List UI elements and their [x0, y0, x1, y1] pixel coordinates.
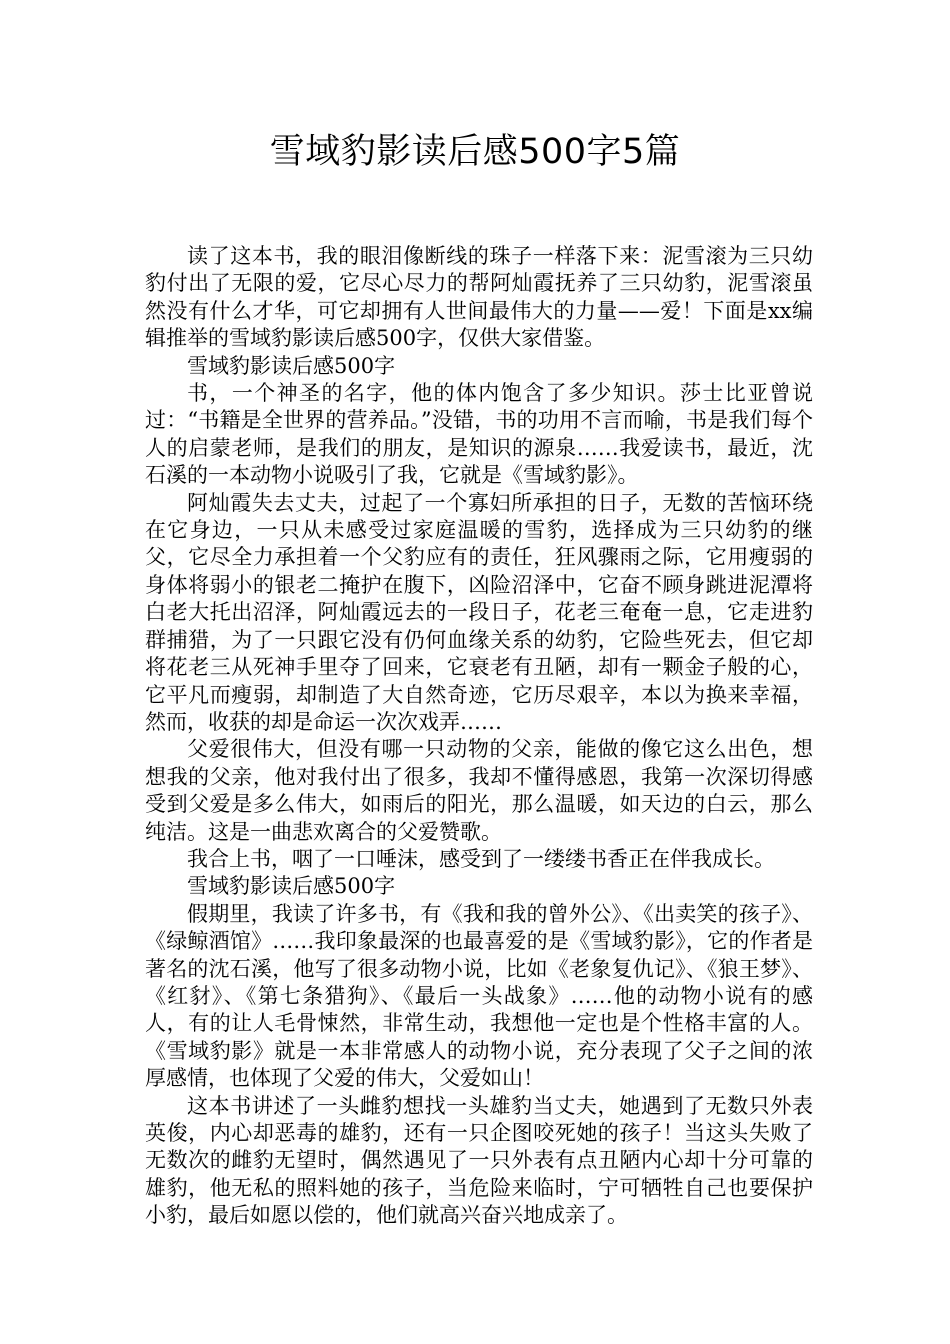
paragraph: 父爱很伟大，但没有哪一只动物的父亲，能做的像它这么出色，想想我的父亲，他对我付出了很多，我却不懂得感恩，我第一次深切得感受到父爱是多么伟大，如雨后的阳光，那么温暖，如天边的白云，那么纯洁。这是一曲悲欢离合的父爱赞歌。 — [145, 737, 813, 844]
paragraph: 假期里，我读了许多书，有《我和我的曾外公》、《出卖笑的孩子》、《绿鲸酒馆》……我印象最深的也最喜爱的是《雪域豹影》，它的作者是著名的沈石溪，他写了很多动物小说，比如《老象复仇记》、《狼王梦》、《红豺》、《第七条猎狗》、《最后一头战象》……他的动物小说有的感人，有的让人毛骨悚然，非常生动，我想他一定也是个性格丰富的人。《雪域豹影》就是一本非常感人的动物小说，充分表现了父子之间的浓厚感情，也体现了父爱的伟大，父爱如山！ — [145, 901, 813, 1091]
document-body — [145, 243, 813, 1230]
section-heading: 雪域豹影读后感500字 — [187, 874, 396, 899]
paragraph-intro: 读了这本书，我的眼泪像断线的珠子一样落下来：泥雪滚为三只幼豹付出了无限的爱，它尽心尽力的帮阿灿霞抚养了三只幼豹，泥雪滚虽然没有什么才华，可它却拥有人世间最伟大的力量——爱！下面是xx编辑推举的雪域豹影读后感500字，仅供大家借鉴。 — [145, 244, 813, 351]
section-heading: 雪域豹影读后感500字 — [187, 353, 396, 378]
paragraph: 书，一个神圣的名字，他的体内饱含了多少知识。莎士比亚曾说过：“书籍是全世界的营养品。”没错，书的功用不言而喻，书是我们每个人的启蒙老师，是我们的朋友，是知识的源泉……我爱读书，最近，沈石溪的一本动物小说吸引了我，它就是《雪域豹影》。 — [145, 381, 813, 488]
paragraph: 我合上书，咽了一口唾沫，感受到了一缕缕书香正在伴我成长。 — [187, 846, 775, 871]
paragraph: 这本书讲述了一头雌豹想找一头雄豹当丈夫，她遇到了无数只外表英俊，内心却恶毒的雄豹，还有一只企图咬死她的孩子！当这头失败了无数次的雌豹无望时，偶然遇见了一只外表有点丑陋内心却十分可靠的雄豹，他无私的照料她的孩子，当危险来临时，宁可牺牲自己也要保护小豹，最后如愿以偿的，他们就高兴奋兴地成亲了。 — [145, 1093, 813, 1228]
document-title: 雪域豹影读后感500字5篇 — [269, 132, 681, 172]
paragraph: 阿灿霞失去丈夫，过起了一个寡妇所承担的日子，无数的苦恼环绕在它身边，一只从未感受过家庭温暖的雪豹，选择成为三只幼豹的继父，它尽全力承担着一个父豹应有的责任，狂风骤雨之际，它用瘦弱的身体将弱小的银老二掩护在腹下，凶险沼泽中，它奋不顾身跳进泥潭将白老大托出沼泽，阿灿霞远去的一段日子，花老三奄奄一息，它走进豹群捕猎，为了一只跟它没有仍何血缘关系的幼豹，它险些死去，但它却将花老三从死神手里夺了回来，它衰老有丑陋，却有一颗金子般的心，它平凡而瘦弱，却制造了大自然奇迹，它历尽艰辛，本以为换来幸福，然而，收获的却是命运一次次戏弄…… — [145, 490, 813, 734]
